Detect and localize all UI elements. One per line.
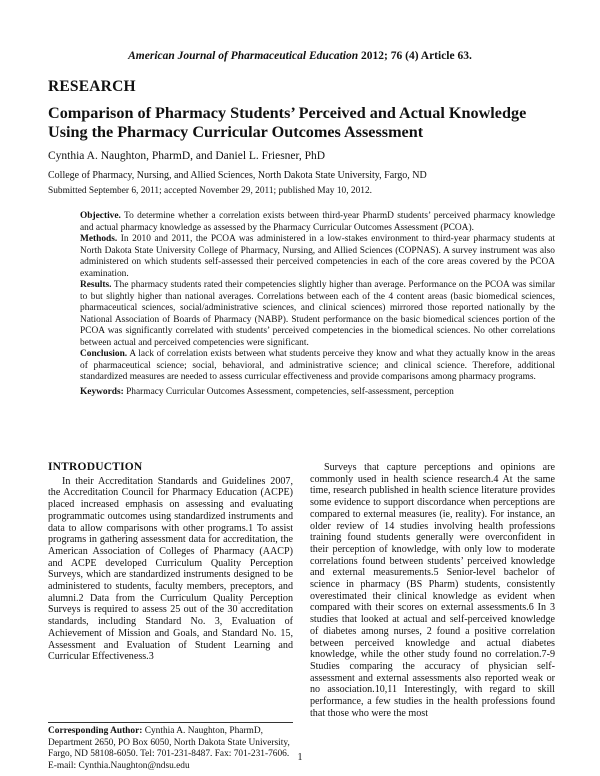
- abstract-methods: [80, 234, 555, 280]
- results-label: Results.: [80, 280, 112, 290]
- objective-label: Objective.: [80, 211, 121, 221]
- keywords-text: Pharmacy Curricular Outcomes Assessment, competencies, self-assessment, perception: [123, 386, 454, 397]
- corresponding-author: [48, 722, 293, 772]
- keywords: [80, 387, 555, 399]
- authors: Cynthia A. Naughton, PharmD, and Daniel L. Friesner, PhD: [48, 150, 326, 162]
- right-column: [310, 462, 555, 719]
- abstract: [80, 211, 555, 398]
- objective-text: To determine whether a correlation exists between third-year PharmD students’ perceived pharmacy knowledge and actual pharmacy knowledge as assessed by the Pharmacy Curricular Outcomes Assessment (PCOA).: [80, 211, 555, 233]
- corresponding-text: Cynthia A. Naughton, PharmD, Department 2650, PO Box 6050, North Dakota State University, Fargo, ND 58108-6050. Tel: 701-231-8487. Fax: 701-231-7606. E-mail: Cynthia.Naughton@ndsu.edu: [48, 726, 290, 771]
- affiliation: College of Pharmacy, Nursing, and Allied Sciences, North Dakota State University, Fargo, ND: [48, 170, 427, 181]
- corresponding-label: Corresponding Author:: [48, 726, 143, 736]
- page-number: 1: [297, 752, 303, 763]
- conclusion-label: Conclusion.: [80, 349, 128, 359]
- methods-label: Methods.: [80, 234, 118, 244]
- abstract-conclusion: [80, 349, 555, 384]
- journal-citation: 2012; 76 (4) Article 63.: [358, 50, 472, 62]
- keywords-label: Keywords:: [80, 386, 124, 397]
- abstract-objective: [80, 211, 555, 234]
- introduction-right-paragraph: Surveys that capture perceptions and opinions are commonly used in health science research.4 At the same time, research published in health science literature provides some evidence to support discordance when perceptions are compared to external measures (ie, reality). For instance, an older review of 14 studies involving health professions training found students generally were overconfident in their perception of knowledge, with only low to moderate correlations found between students’ perceived knowledge and external measurements.5 Senior-level bachelor of science in pharmacy (BS Pharm) students, consistently overestimated their clinical knowledge as evident when compared with their scores on external assessments.6 In 3 studies that looked at actual and self-perceived knowledge of diabetes among nurses, 2 found a positive correlation between perceived knowledge and actual diabetes knowledge, while the other study found no correlation.7-9 Studies comparing the accuracy of physician self-assessment and external assessments also reported weak or no association.10,11 Interestingly, with regard to skill performance, a few studies in the health professions found that those who were the most: [310, 462, 555, 719]
- section-label: RESEARCH: [48, 78, 136, 95]
- publication-dates: Submitted September 6, 2011; accepted November 29, 2011; published May 10, 2012.: [48, 186, 372, 196]
- article-title: Comparison of Pharmacy Students’ Perceived and Actual Knowledge Using the Pharmacy Curricular Outcomes Assessment: [48, 104, 527, 141]
- introduction-left-paragraph: In their Accreditation Standards and Guidelines 2007, the Accreditation Council for Pharmacy Education (ACPE) placed increased emphasis on assessing and evaluating programmatic outcomes using standardized instruments and data to allow comparisons with other programs.1 To assist programs in gathering assessment data for accreditation, the American Association of Colleges of Pharmacy (AACP) and ACPE developed Curriculum Quality Perception Surveys, which are standardized instruments designed to be administered to students, faculty members, preceptors, and alumni.2 Data from the Curriculum Quality Perception Surveys is required to assess 25 out of the 30 accreditation standards, including Standard No. 3, Evaluation of Achievement of Mission and Goals, and Standard No. 15, Assessment and Evaluation of Student Learning and Curricular Effectiveness.3: [48, 475, 293, 663]
- conclusion-text: A lack of correlation exists between what students perceive they know and what they actually know in the areas of pharmaceutical science; social, behavioral, and administrative science; and clinical science. Therefore, additional standardized measures are needed to assess curricular effectiveness and provide comparisons among pharmacy programs.: [80, 349, 555, 382]
- journal-name: American Journal of Pharmaceutical Education: [128, 50, 359, 62]
- left-column: [48, 462, 293, 663]
- methods-text: In 2010 and 2011, the PCOA was administered in a low-stakes environment to third-year pharmacy students at North Dakota State University College of Pharmacy, Nursing, and Allied Sciences (COPNAS). A survey instrument was also administered on which students self-assessed their perceived competencies in each of the core areas covered by the PCOA examination.: [80, 234, 555, 279]
- journal-header: [0, 50, 600, 62]
- introduction-heading: INTRODUCTION: [48, 461, 143, 473]
- results-text: The pharmacy students rated their competencies slightly higher than average. Performance on the PCOA was similar to but slightly higher than national averages. Correlations between each of the 4 content areas (basic biomedical sciences, pharmaceutical sciences, social/administrative sciences, and clinical sciences) mirrored those reported nationally by the National Association of Boards of Pharmacy (NABP). Student performance on the basic biomedical sciences portion of the PCOA was significantly correlated with students’ perceived competencies in the biomedical sciences. No other correlations between actual and perceived competencies were significant.: [80, 280, 555, 348]
- abstract-results: [80, 280, 555, 349]
